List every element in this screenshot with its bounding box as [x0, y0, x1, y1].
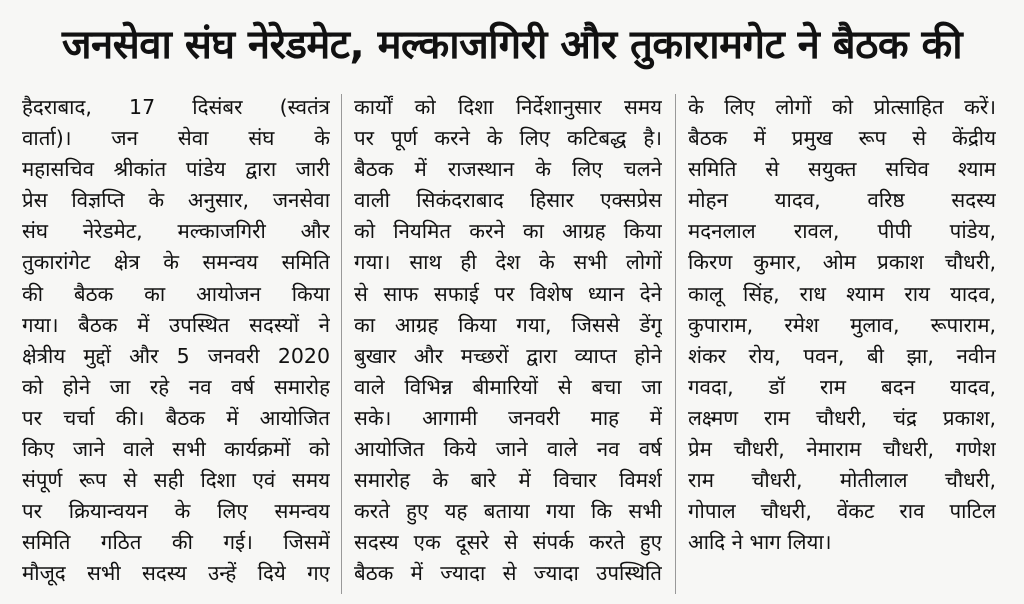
article-text-line: किरण कुमार, ओम प्रकाश चौधरी, [688, 250, 996, 275]
article-column-3 [688, 92, 996, 598]
article-text-line: शंकर रोय, पवन, बी झा, नवीन [688, 343, 996, 368]
article-text-line: गोपाल चौधरी, वेंकट राव पाटिल [688, 499, 996, 524]
article-text-line: पर पूर्ण करने के लिए कटिबद्ध है। [354, 126, 662, 151]
article-text-line: से साफ सफाई पर विशेष ध्यान देने [354, 281, 662, 306]
article-text-line: वाले विभिन्न बीमारियों से बचा जा [354, 374, 662, 399]
article-text-line: क्षेत्रीय मुद्दों और 5 जनवरी 2020 [22, 343, 330, 368]
article-text-line: मदनलाल रावल, पीपी पांडेय, [688, 219, 996, 244]
article-text-line: सदस्य एक दूसरे से संपर्क करते हुए [354, 530, 662, 555]
article-text-line: समिति गठित की गई। जिसमें [22, 530, 330, 555]
article-text-line: गवदा, डॉ राम बदन यादव, [688, 374, 996, 399]
article-text-line: का आग्रह किया गया, जिससे डेंगू [354, 312, 662, 337]
article-text-line: कालू सिंह, राध श्याम राय यादव, [688, 281, 996, 306]
article-text-line: बैठक में प्रमुख रूप से केंद्रीय [688, 126, 996, 151]
article-text-line: वार्ता)। जन सेवा संघ के [22, 126, 330, 151]
article-text-line: किए जाने वाले सभी कार्यक्रमों को [22, 437, 330, 462]
article-headline: जनसेवा संघ नेरेडमेट, मल्काजगिरी और तुकारामगेट ने बैठक की [61, 21, 963, 68]
article-text-line: कार्यों को दिशा निर्देशानुसार समय [354, 95, 662, 119]
article-column-1 [22, 92, 330, 598]
article-text-line: सके। आगामी जनवरी माह में [354, 405, 662, 430]
article-text-line: प्रेम चौधरी, नेमाराम चौधरी, गणेश [688, 437, 996, 462]
article-column-2 [354, 92, 662, 598]
article-text-line: पर क्रियान्वयन के लिए समन्वय [22, 499, 330, 524]
article-text-line: गया। साथ ही देश के सभी लोगों [354, 250, 662, 275]
column-divider [341, 94, 342, 594]
article-text-line: बैठक में ज्यादा से ज्यादा उपस्थिति [354, 561, 662, 586]
article-text-line: बुखार और मच्छरों द्वारा व्याप्त होने [354, 343, 662, 368]
article-text-line: कुपाराम, रमेश मुलाव, रूपाराम, [688, 312, 996, 337]
article-text-line: प्रेस विज्ञप्ति के अनुसार, जनसेवा [22, 188, 330, 213]
article-text-line: आदि ने भाग लिया। [688, 530, 832, 555]
article-text-line: संघ नेरेडमेट, मल्काजगिरी और [22, 219, 330, 244]
article-text-line: करते हुए यह बताया गया कि सभी [354, 499, 662, 524]
article-text-line: समारोह के बारे में विचार विमर्श [354, 468, 662, 493]
article-text-line: राम चौधरी, मोतीलाल चौधरी, [688, 468, 996, 493]
article-text-line: को नियमित करने का आग्रह किया [354, 219, 662, 244]
article-text-line: हैदराबाद, 17 दिसंबर (स्वतंत्र [22, 95, 330, 119]
article-text-line: मोहन यादव, वरिष्ठ सदस्य [688, 188, 996, 213]
article-text-line: लक्ष्मण राम चौधरी, चंद्र प्रकाश, [688, 405, 996, 430]
article-text-line: वाली सिकंदराबाद हिसार एक्सप्रेस [354, 188, 662, 213]
article-text-line: गया। बैठक में उपस्थित सदस्यों ने [22, 312, 330, 337]
article-text-line: समिति से सयुक्त सचिव श्याम [688, 157, 996, 182]
article-text-line: की बैठक का आयोजन किया [22, 281, 330, 306]
column-divider [675, 94, 676, 594]
article-text-line: के लिए लोगों को प्रोत्साहित करें। [688, 95, 996, 119]
article-text-line: बैठक में राजस्थान के लिए चलने [354, 157, 662, 182]
article-text-line: मौजूद सभी सदस्य उन्हें दिये गए [22, 561, 330, 586]
article-text-line: संपूर्ण रूप से सही दिशा एवं समय [22, 468, 330, 493]
article-text-line: तुकारांगेट क्षेत्र के समन्वय समिति [22, 250, 330, 275]
article-text-line: को होने जा रहे नव वर्ष समारोह [22, 374, 330, 399]
article-text-line: महासचिव श्रीकांत पांडेय द्वारा जारी [22, 157, 330, 182]
article-text-line: पर चर्चा की। बैठक में आयोजित [22, 405, 330, 430]
article-text-line: आयोजित किये जाने वाले नव वर्ष [354, 437, 662, 462]
